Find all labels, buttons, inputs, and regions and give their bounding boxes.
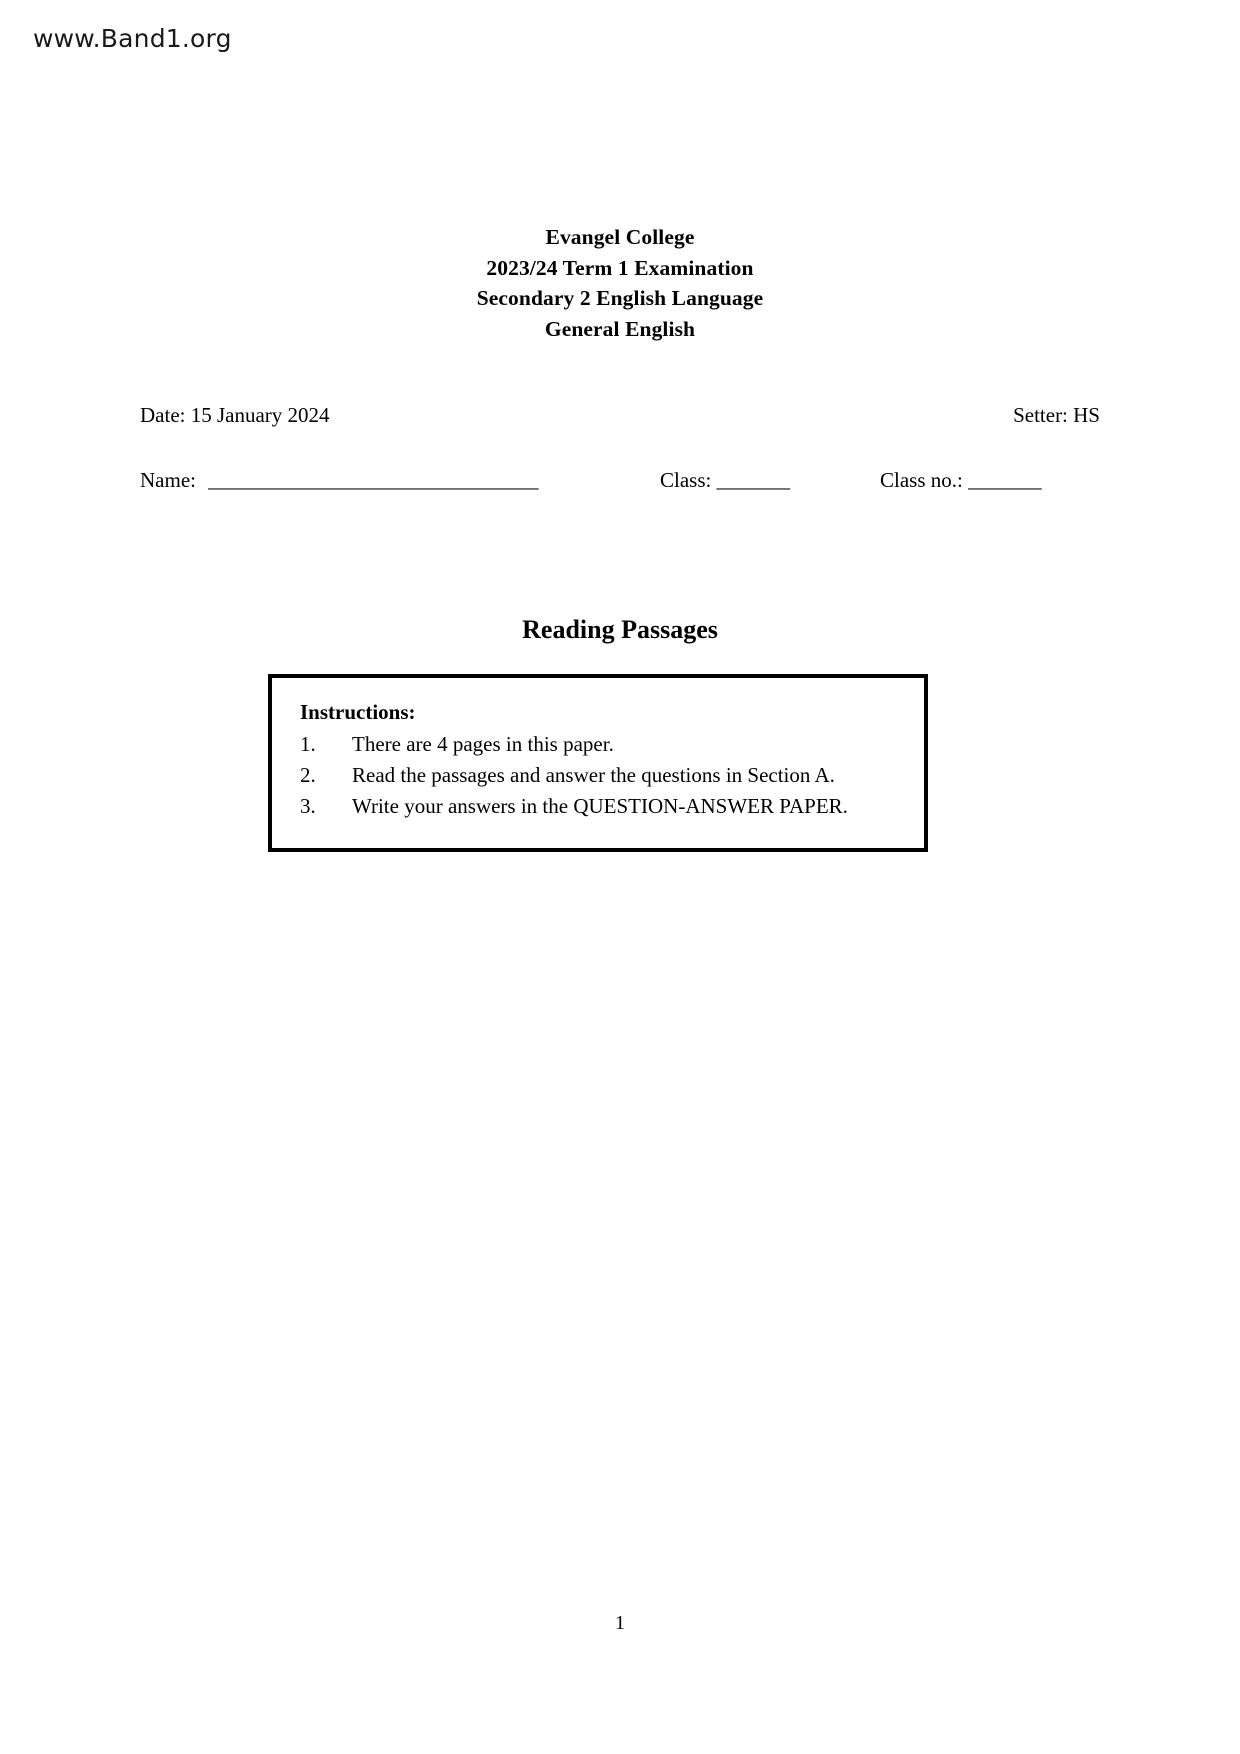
list-item	[300, 729, 896, 760]
site-watermark: www.Band1.org	[33, 24, 232, 53]
instruction-text: Write your answers in the QUESTION-ANSWER PAPER.	[352, 794, 848, 818]
class-input-line[interactable]: Class: _______	[660, 468, 791, 492]
school-name: Evangel College	[545, 225, 695, 249]
instructions-box	[268, 674, 928, 852]
instruction-text: Read the passages and answer the questions in Section A.	[352, 763, 835, 787]
instruction-text: There are 4 pages in this paper.	[352, 732, 614, 756]
name-label: Name:	[140, 468, 196, 492]
subject-level: Secondary 2 English Language	[476, 286, 764, 310]
instruction-number: 2.	[300, 763, 316, 787]
paper-name: General English	[544, 316, 696, 341]
name-input-line[interactable]: _________________________________	[208, 468, 538, 492]
page-number: 1	[615, 1612, 625, 1634]
instruction-number: 1.	[300, 732, 316, 756]
class-number-input-line[interactable]: Class no.: _______	[880, 468, 1042, 492]
exam-date: Date: 15 January 2024	[140, 403, 330, 427]
page-title: Reading Passages	[522, 615, 718, 644]
instruction-number: 3.	[300, 794, 316, 818]
exam-header	[0, 222, 1240, 344]
exam-term: 2023/24 Term 1 Examination	[486, 255, 754, 280]
list-item	[300, 760, 896, 791]
instructions-title: Instructions:	[300, 700, 416, 724]
exam-setter: Setter: HS	[1013, 403, 1100, 427]
list-item	[300, 791, 896, 822]
